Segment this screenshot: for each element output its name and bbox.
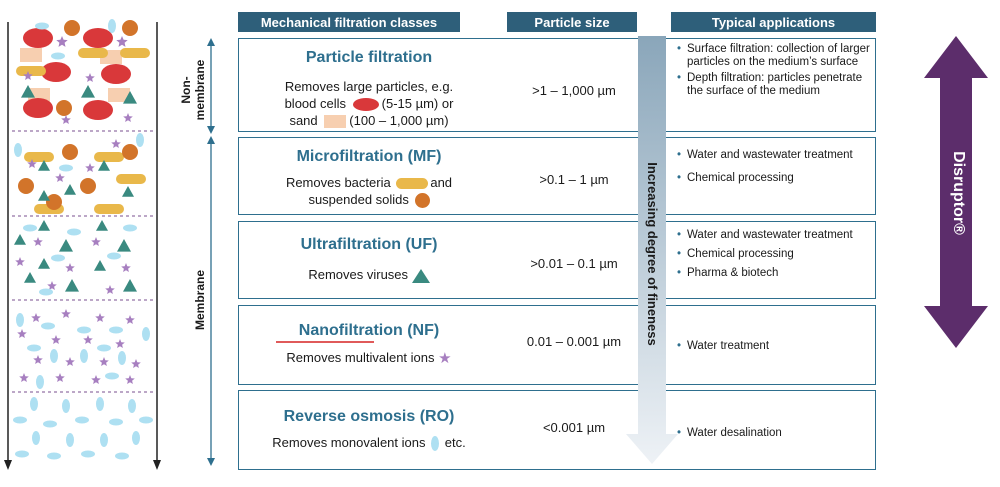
- row-title: Reverse osmosis (RO): [283, 408, 455, 425]
- multivalent-ion-icon: [91, 237, 101, 246]
- particle-size-value: <0.001 µm: [542, 420, 606, 435]
- monovalent-ion-icon: [80, 349, 88, 363]
- virus-icon: [64, 184, 76, 195]
- virus-icon: [412, 269, 430, 283]
- row-desc-text: (100 – 1,000 µm): [349, 113, 449, 128]
- multivalent-ion-icon: [115, 339, 125, 348]
- right-down-arrow: [153, 22, 161, 470]
- particles-group: [13, 19, 153, 460]
- virus-icon: [14, 234, 26, 245]
- monovalent-ion-icon: [77, 327, 91, 334]
- monovalent-ion-icon: [36, 375, 44, 389]
- monovalent-ion-icon: [100, 433, 108, 447]
- left-down-arrow: [4, 22, 12, 470]
- monovalent-ion-icon: [97, 345, 111, 352]
- monovalent-ion-icon: [123, 225, 137, 232]
- monovalent-ion-icon: [50, 349, 58, 363]
- blood-cell-icon: [353, 98, 379, 111]
- monovalent-ion-icon: [96, 397, 104, 411]
- particle-size-value: 0.01 – 0.001 µm: [526, 334, 622, 349]
- multivalent-ion-icon: [111, 139, 121, 148]
- application-item: • Pharma & biotech: [677, 267, 872, 280]
- row-desc-text: Removes monovalent ions: [272, 435, 426, 450]
- monovalent-ion-icon: [23, 225, 37, 232]
- monovalent-ion-icon: [30, 397, 38, 411]
- header-classes: Mechanical filtration classes: [238, 12, 460, 32]
- disruptor-label: Disruptor®: [950, 151, 967, 235]
- monovalent-ion-icon: [41, 323, 55, 330]
- header-applications: Typical applications: [671, 12, 876, 32]
- row-desc-line: Removes large particles, e.g.: [284, 79, 454, 94]
- row-title: Ultrafiltration (UF): [300, 236, 438, 253]
- virus-icon: [38, 220, 50, 231]
- non-membrane-bracket: [205, 38, 217, 134]
- multivalent-ion-icon: [95, 313, 105, 322]
- applications-list: [677, 149, 872, 191]
- multivalent-ion-icon: [55, 373, 65, 382]
- multivalent-ion-icon: [65, 357, 75, 366]
- sand-grain-icon: [324, 115, 346, 128]
- suspended-solid-icon: [415, 193, 430, 208]
- row-desc-text: (5-15 µm) or: [381, 96, 454, 111]
- suspended-solid-icon: [56, 100, 72, 116]
- blood-cell-icon: [23, 98, 53, 118]
- bacteria-icon: [24, 152, 54, 162]
- monovalent-ion-icon: [132, 431, 140, 445]
- multivalent-ion-icon: [55, 173, 65, 182]
- monovalent-ion-icon: [15, 451, 29, 458]
- virus-icon: [59, 239, 73, 252]
- multivalent-ion-icon: [17, 329, 27, 338]
- filter-column-illustration: [0, 0, 175, 487]
- row-particle-filtration: [238, 38, 876, 132]
- application-item: • Chemical processing: [677, 172, 872, 185]
- multivalent-ion-icon: [125, 375, 135, 384]
- multivalent-ion-icon: [99, 357, 109, 366]
- non-membrane-label: Non- membrane: [179, 59, 207, 121]
- row-ultrafiltration: [238, 221, 876, 299]
- multivalent-ion-icon: [123, 113, 133, 122]
- monovalent-ion-icon: [115, 453, 129, 460]
- monovalent-ion-icon: [43, 421, 57, 428]
- suspended-solid-icon: [18, 178, 34, 194]
- blood-cell-icon: [23, 28, 53, 48]
- multivalent-ion-icon: [116, 36, 127, 47]
- multivalent-ion-icon: [51, 335, 61, 344]
- suspended-solid-icon: [80, 178, 96, 194]
- multivalent-ion-icon: [83, 335, 93, 344]
- fineness-label: Increasing degree of fineness: [645, 162, 660, 346]
- particle-size-value: >0.01 – 0.1 µm: [530, 256, 618, 271]
- monovalent-ion-icon: [16, 313, 24, 327]
- multivalent-ion-icon: [125, 315, 135, 324]
- row-title: Particle filtration: [305, 49, 433, 66]
- monovalent-ion-icon: [118, 351, 126, 365]
- multivalent-ion-icon: [15, 257, 25, 266]
- application-item: • Depth filtration: particles penetrate the surface of the medium: [677, 72, 872, 98]
- monovalent-ion-icon: [128, 399, 136, 413]
- virus-icon: [38, 258, 50, 269]
- multivalent-ion-icon: [19, 373, 29, 382]
- bacteria-icon: [94, 152, 124, 162]
- monovalent-ion-icon: [51, 53, 65, 60]
- membrane-bracket: [205, 136, 217, 466]
- multivalent-ion-icon: [61, 115, 71, 124]
- virus-icon: [24, 272, 36, 283]
- multivalent-ion-icon: [61, 309, 71, 318]
- monovalent-ion-icon: [142, 327, 150, 341]
- multivalent-ion-icon: [85, 73, 95, 82]
- monovalent-ion-icon: [13, 417, 27, 424]
- row-desc-text: and: [430, 175, 453, 190]
- virus-icon: [122, 186, 134, 197]
- multivalent-ion-icon: ★: [438, 350, 452, 368]
- row-title: Nanofiltration (NF): [298, 322, 440, 339]
- row-desc-text: Removes viruses: [308, 267, 409, 282]
- suspended-solid-icon: [62, 144, 78, 160]
- multivalent-ion-icon: [91, 375, 101, 384]
- multivalent-ion-icon: [65, 263, 75, 272]
- monovalent-ion-icon: [108, 19, 116, 33]
- suspended-solid-icon: [64, 20, 80, 36]
- multivalent-ion-icon: [33, 237, 43, 246]
- suspended-solid-icon: [46, 194, 62, 210]
- monovalent-ion-icon: [47, 453, 61, 460]
- monovalent-ion-icon: [66, 433, 74, 447]
- bacteria-icon: [396, 178, 428, 189]
- bacteria-icon: [120, 48, 150, 58]
- virus-icon: [123, 279, 137, 292]
- row-desc-text: Removes multivalent ions: [286, 350, 435, 365]
- multivalent-ion-icon: [47, 281, 57, 290]
- particle-size-value: >1 – 1,000 µm: [532, 83, 616, 98]
- suspended-solid-icon: [122, 144, 138, 160]
- monovalent-ion-icon: [35, 23, 49, 30]
- application-item: • Water treatment: [677, 340, 872, 353]
- header-particle-size: Particle size: [507, 12, 637, 32]
- multivalent-ion-icon: [131, 359, 141, 368]
- row-title: Microfiltration (MF): [296, 148, 442, 165]
- application-item: • Water and wastewater treatment: [677, 229, 872, 242]
- monovalent-ion-icon: [109, 327, 123, 334]
- row-desc-text: blood cells: [284, 96, 347, 111]
- monovalent-ion-icon: [67, 229, 81, 236]
- row-desc-text: sand: [289, 113, 318, 128]
- applications-list: [677, 229, 872, 286]
- row-nanofiltration: [238, 305, 876, 385]
- row-desc-text: Removes bacteria: [285, 175, 391, 190]
- application-item: • Chemical processing: [677, 248, 872, 261]
- row-reverse-osmosis: [238, 390, 876, 470]
- monovalent-ion-icon: [51, 255, 65, 262]
- multivalent-ion-icon: [121, 263, 131, 272]
- row-desc-text: suspended solids: [308, 192, 409, 207]
- virus-icon: [96, 220, 108, 231]
- bacteria-icon: [78, 48, 108, 58]
- monovalent-ion-icon: [14, 143, 22, 157]
- application-item: • Water desalination: [677, 427, 872, 440]
- monovalent-ion-icon: [139, 417, 153, 424]
- virus-icon: [117, 239, 131, 252]
- bacteria-icon: [94, 204, 124, 214]
- monovalent-ion-icon: [107, 253, 121, 260]
- monovalent-ion-icon: [75, 417, 89, 424]
- multivalent-ion-icon: [105, 285, 115, 294]
- virus-icon: [65, 279, 79, 292]
- blood-cell-icon: [83, 100, 113, 120]
- monovalent-ion-icon: [32, 431, 40, 445]
- virus-icon: [81, 85, 95, 98]
- membrane-label: Membrane: [193, 269, 207, 331]
- monovalent-ion-icon: [81, 451, 95, 458]
- monovalent-ion-icon: [27, 345, 41, 352]
- spellcheck-underline: [276, 341, 374, 343]
- particle-size-value: >0.1 – 1 µm: [539, 172, 609, 187]
- monovalent-ion-icon: [59, 165, 73, 172]
- sand-grain-icon: [20, 48, 42, 62]
- virus-icon: [38, 190, 50, 201]
- row-microfiltration: [238, 137, 876, 215]
- multivalent-ion-icon: [56, 36, 67, 47]
- monovalent-ion-icon: [105, 373, 119, 380]
- blood-cell-icon: [83, 28, 113, 48]
- applications-list: [677, 43, 872, 104]
- application-item: • Surface filtration: collection of larger particles on the medium’s surface: [677, 43, 872, 69]
- multivalent-ion-icon: [31, 313, 41, 322]
- monovalent-ion-icon: [109, 419, 123, 426]
- blood-cell-icon: [101, 64, 131, 84]
- virus-icon: [94, 260, 106, 271]
- bacteria-icon: [116, 174, 146, 184]
- multivalent-ion-icon: [85, 163, 95, 172]
- monovalent-ion-icon: [62, 399, 70, 413]
- row-desc-text: etc.: [444, 435, 466, 450]
- multivalent-ion-icon: [33, 355, 43, 364]
- monovalent-ion-icon: [136, 133, 144, 147]
- monovalent-ion-icon: [431, 436, 439, 451]
- application-item: • Water and wastewater treatment: [677, 149, 872, 162]
- suspended-solid-icon: [122, 20, 138, 36]
- applications-list: [677, 340, 872, 359]
- applications-list: [677, 427, 872, 446]
- monovalent-ion-icon: [39, 289, 53, 296]
